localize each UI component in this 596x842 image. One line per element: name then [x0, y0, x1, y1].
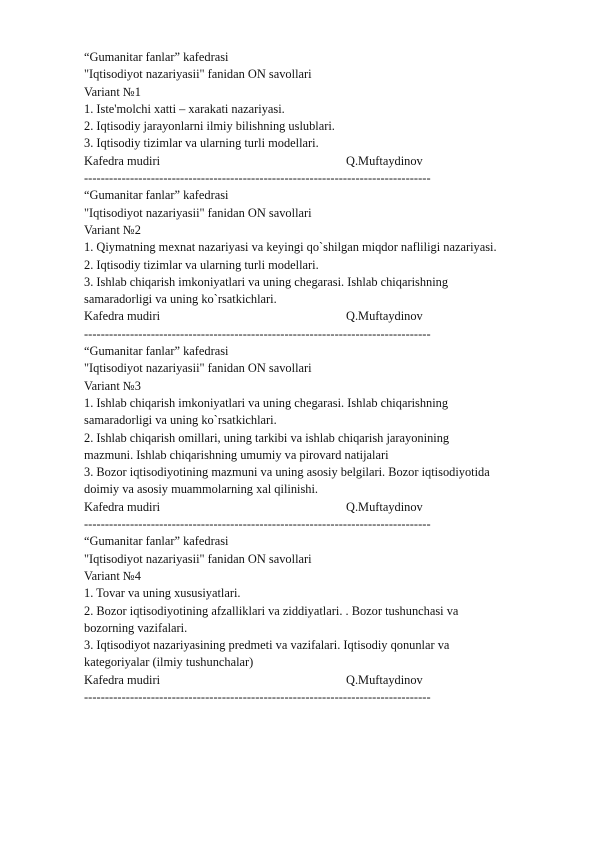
- subject-title: "Iqtisodiyot nazariyasii" fanidan ON savollari: [84, 361, 312, 376]
- variant-number: Variant №1: [84, 84, 141, 99]
- variant-number: Variant №2: [84, 222, 141, 237]
- question-line: 2. Iqtisodiy jarayonlarni ilmiy bilishning uslublari.: [84, 119, 335, 134]
- head-name: Q.Muftaydinov: [346, 499, 423, 514]
- question-line: bozorning vazifalari.: [84, 620, 188, 635]
- question-line: 1. Ishlab chiqarish imkoniyatlari va uning chegarasi. Ishlab chiqarishning: [84, 395, 449, 410]
- separator-line: -----------------------------------------------------------------------------------: [84, 171, 431, 186]
- subject-title: "Iqtisodiyot nazariyasii" fanidan ON savollari: [84, 67, 312, 82]
- question-line: 2. Iqtisodiy tizimlar va ularning turli modellari.: [84, 257, 319, 272]
- question-line: 1. Tovar va uning xususiyatlari.: [84, 586, 241, 601]
- variant-block: [84, 533, 564, 706]
- head-label: Kafedra mudiri: [84, 499, 161, 514]
- subject-title: "Iqtisodiyot nazariyasii" fanidan ON savollari: [84, 551, 312, 566]
- head-name: Q.Muftaydinov: [346, 153, 423, 168]
- subject-title: "Iqtisodiyot nazariyasii" fanidan ON savollari: [84, 205, 312, 220]
- variant-block: [84, 187, 564, 343]
- department-title: “Gumanitar fanlar” kafedrasi: [84, 50, 229, 64]
- question-line: mazmuni. Ishlab chiqarishning umumiy va pirovard natijalari: [84, 447, 389, 462]
- question-line: doimiy va asosiy muammolarning xal qilinishi.: [84, 482, 319, 497]
- question-line: 3. Ishlab chiqarish imkoniyatlari va uning chegarasi. Ishlab chiqarishning: [84, 274, 449, 289]
- question-line: 2. Bozor iqtisodiyotining afzalliklari va ziddiyatlari. . Bozor tushunchasi va: [84, 603, 459, 618]
- variant-block: [84, 343, 564, 533]
- question-line: kategoriyalar (ilmiy tushunchalar): [84, 655, 254, 670]
- question-line: 3. Iqtisodiy tizimlar va ularning turli modellari.: [84, 136, 319, 151]
- head-label: Kafedra mudiri: [84, 309, 161, 324]
- question-line: 3. Iqtisodiyot nazariyasining predmeti va vazifalari. Iqtisodiy qonunlar va: [84, 638, 450, 653]
- variant-block: [84, 49, 564, 187]
- department-title: “Gumanitar fanlar” kafedrasi: [84, 188, 229, 203]
- question-line: 1. Qiymatning mexnat nazariyasi va keyingi qo`shilgan miqdor nafliligi nazariyasi.: [84, 240, 497, 255]
- signature-row: [84, 672, 564, 689]
- head-label: Kafedra mudiri: [84, 672, 161, 687]
- question-line: 3. Bozor iqtisodiyotining mazmuni va uning asosiy belgilari. Bozor iqtisodiyotida: [84, 465, 490, 480]
- department-title: “Gumanitar fanlar” kafedrasi: [84, 534, 229, 549]
- separator-line: -----------------------------------------------------------------------------------: [84, 326, 431, 341]
- question-line: samaradorligi va uning ko`rsatkichlari.: [84, 292, 277, 307]
- head-name: Q.Muftaydinov: [346, 672, 423, 687]
- signature-row: [84, 153, 564, 170]
- department-title: “Gumanitar fanlar” kafedrasi: [84, 344, 229, 359]
- separator-line: -----------------------------------------------------------------------------------: [84, 689, 431, 704]
- variant-number: Variant №4: [84, 568, 141, 583]
- document-page: [84, 49, 564, 706]
- head-name: Q.Muftaydinov: [346, 309, 423, 324]
- signature-row: [84, 308, 564, 325]
- question-line: 1. Iste'molchi xatti – xarakati nazariyasi.: [84, 101, 285, 116]
- head-label: Kafedra mudiri: [84, 153, 161, 168]
- separator-line: -----------------------------------------------------------------------------------: [84, 517, 431, 532]
- question-line: 2. Ishlab chiqarish omillari, uning tarkibi va ishlab chiqarish jarayonining: [84, 430, 450, 445]
- question-line: samaradorligi va uning ko`rsatkichlari.: [84, 413, 277, 428]
- signature-row: [84, 499, 564, 516]
- variant-number: Variant №3: [84, 378, 141, 393]
